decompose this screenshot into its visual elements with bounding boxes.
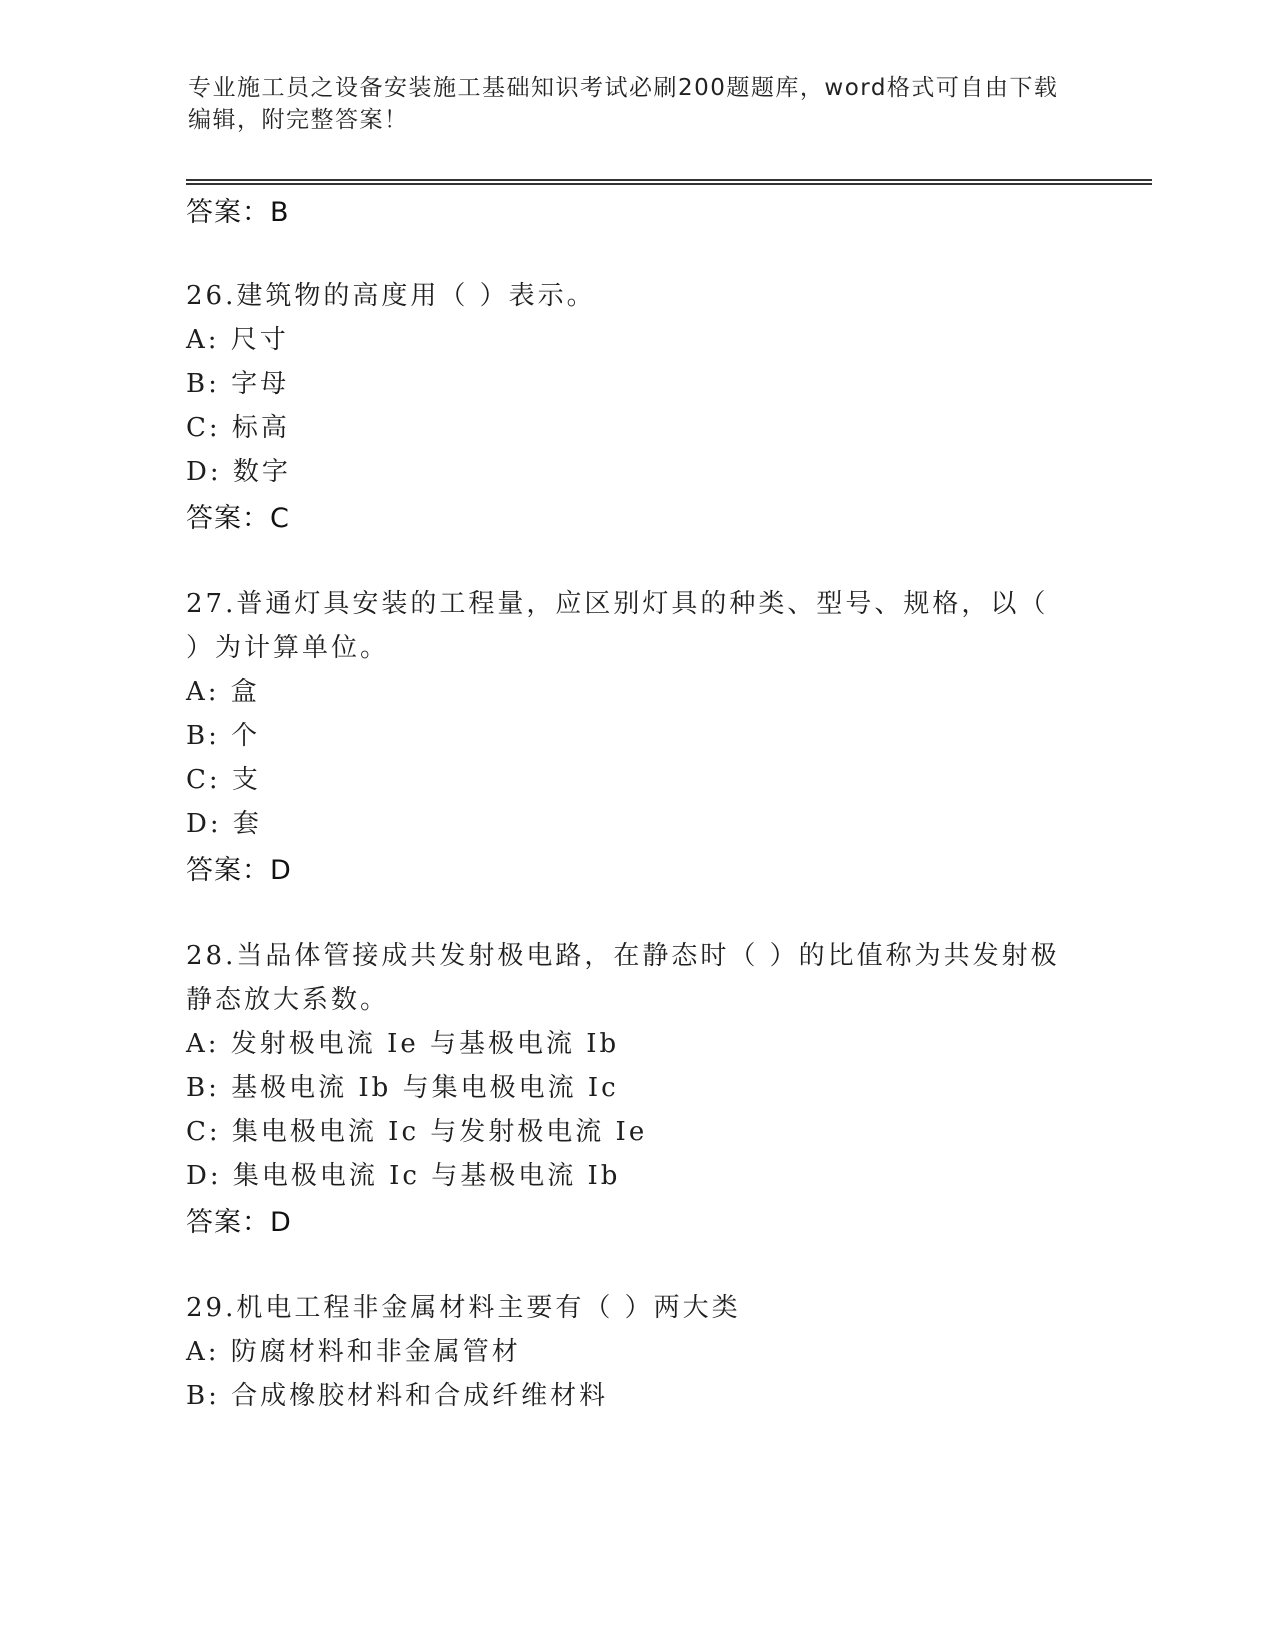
header-rule-bottom xyxy=(186,183,1152,185)
answer-prev: 答案：B xyxy=(186,197,290,228)
question-27-option-c: C: 支 xyxy=(186,765,261,795)
question-26-option-c: C: 标高 xyxy=(186,413,290,443)
question-28-option-b: B: 基极电流 Ib 与集电极电流 Ic xyxy=(186,1073,619,1103)
question-28-stem-line-1: 28.当品体管接成共发射极电路，在静态时（ ）的比值称为共发射极 xyxy=(186,941,1060,971)
header-line-1: 专业施工员之设备安装施工基础知识考试必刷200题题库，word格式可自由下载 xyxy=(188,75,1059,101)
question-29-stem: 29.机电工程非金属材料主要有（ ）两大类 xyxy=(186,1293,741,1323)
question-27-option-d: D: 套 xyxy=(186,809,262,839)
question-26-stem: 26.建筑物的高度用（ ）表示。 xyxy=(186,281,596,311)
question-27-answer: 答案：D xyxy=(186,855,292,886)
question-27-option-b: B: 个 xyxy=(186,721,261,751)
question-29-option-a: A: 防腐材料和非金属管材 xyxy=(186,1337,521,1367)
question-28-option-d: D: 集电极电流 Ic 与基极电流 Ib xyxy=(186,1161,621,1191)
question-27-stem-line-1: 27.普通灯具安装的工程量，应区别灯具的种类、型号、规格，以（ xyxy=(186,589,1049,619)
question-26-answer: 答案：C xyxy=(186,503,290,534)
question-28-option-a: A: 发射极电流 Ie 与基极电流 Ib xyxy=(186,1029,620,1059)
question-26-option-b: B: 字母 xyxy=(186,369,290,399)
header-line-2: 编辑，附完整答案！ xyxy=(188,107,409,133)
header-rule-top xyxy=(186,179,1152,181)
question-26-option-a: A: 尺寸 xyxy=(186,325,289,355)
document-header xyxy=(188,72,1068,136)
question-27-option-a: A: 盒 xyxy=(186,677,260,707)
question-28-answer: 答案：D xyxy=(186,1207,292,1238)
question-26-option-d: D: 数字 xyxy=(186,457,291,487)
question-29-option-b: B: 合成橡胶材料和合成纤维材料 xyxy=(186,1381,609,1411)
question-28-stem-line-2: 静态放大系数。 xyxy=(186,985,390,1015)
question-28-option-c: C: 集电极电流 Ic 与发射极电流 Ie xyxy=(186,1117,648,1147)
question-27-stem-line-2: ）为计算单位。 xyxy=(186,633,390,663)
